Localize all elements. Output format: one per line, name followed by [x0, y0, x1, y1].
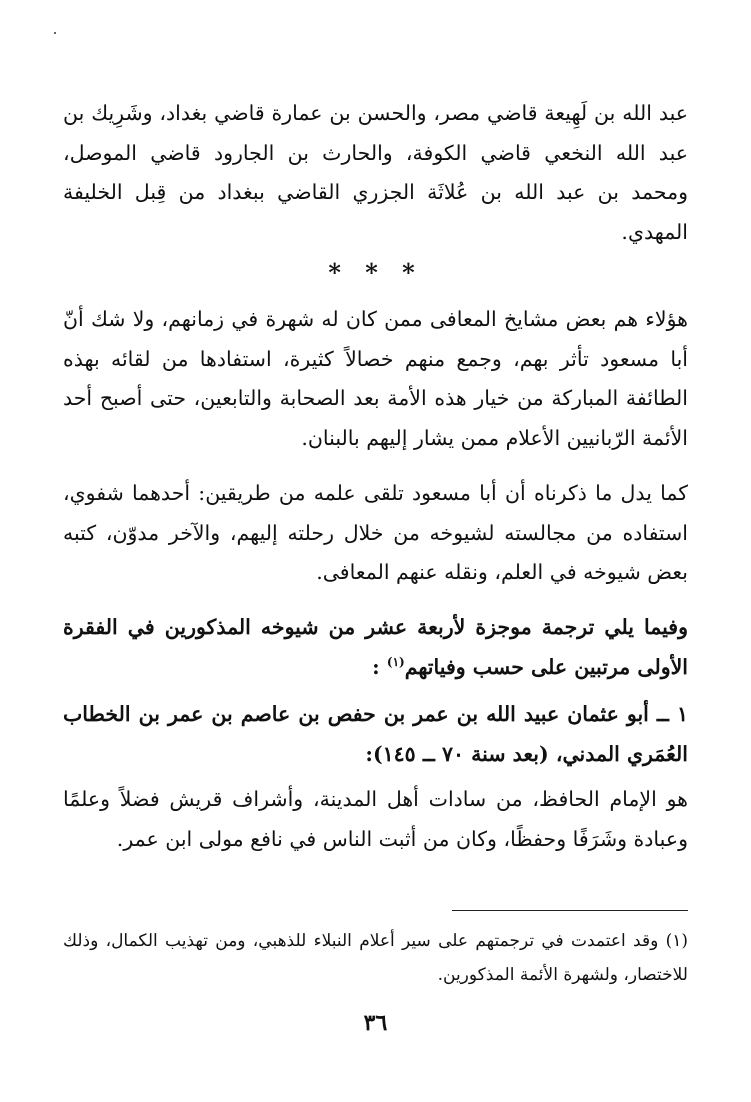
scan-speck	[54, 32, 56, 34]
biography-heading-1: ١ ــ أبو عثمان عبيد الله بن عمر بن حفص بن عاصم بن عمر بن الخطاب العُمَري المدني، (بعد سنة ٧٠ ــ ١٤٥):	[63, 702, 688, 766]
intro-text: وفيما يلي ترجمة موجزة لأربعة عشر من شيوخه المذكورين في الفقرة الأولى مرتبين على حسب وفياتهم	[63, 615, 688, 679]
paragraph-teachers-summary: هؤلاء هم بعض مشايخ المعافى ممن كان له شهرة في زمانهم، ولا شك أنّ أبا مسعود تأثر بهم، وجمع منهم خصالاً كثيرة، استفادها من لقائه بهذه الطائفة المباركة من خيار هذه الأمة بعد الصحابة والتابعين، حتى أصبح أحد الأئمة الرّبانيين الأعلام ممن يشار إليهم بالبنان.	[63, 307, 688, 450]
footnote-divider	[452, 910, 688, 911]
biography-text-1: هو الإمام الحافظ، من سادات أهل المدينة، وأشراف قريش فضلاً وعلمًا وعبادة وشَرَفًا وحفظًا، وكان من أثبت الناس في نافع مولى ابن عمر.	[63, 787, 688, 851]
footnote-marker: (١)	[386, 654, 405, 669]
section-separator: * * *	[328, 258, 423, 287]
paragraph-judges: عبد الله بن لَهِيعة قاضي مصر، والحسن بن عمارة قاضي بغداد، وشَرِيك بن عبد الله النخعي قاضي الكوفة، والحارث بن الجارود قاضي الموصل، ومحمد بن عبد الله بن عُلاثَة الجزري القاضي ببغداد من قِبل الخليفة المهدي.	[63, 101, 688, 244]
paragraph-intro-biographies	[63, 608, 688, 687]
paragraph-two-paths: كما يدل ما ذكرناه أن أبا مسعود تلقى علمه من طريقين: أحدهما شفوي، استفاده من مجالسته لشيوخه من خلال رحلته إليهم، والآخر مدوّن، كتبه بعض شيوخه في العلم، ونقله عنهم المعافى.	[63, 481, 688, 584]
footnote-1: (١) وقد اعتمدت في ترجمتهم على سير أعلام النبلاء للذهبي، ومن تهذيب الكمال، وذلك للاختصار، ولشهرة الأئمة المذكورين.	[63, 931, 688, 985]
page-number: ٣٦	[363, 1010, 388, 1036]
intro-colon: :	[372, 654, 380, 679]
